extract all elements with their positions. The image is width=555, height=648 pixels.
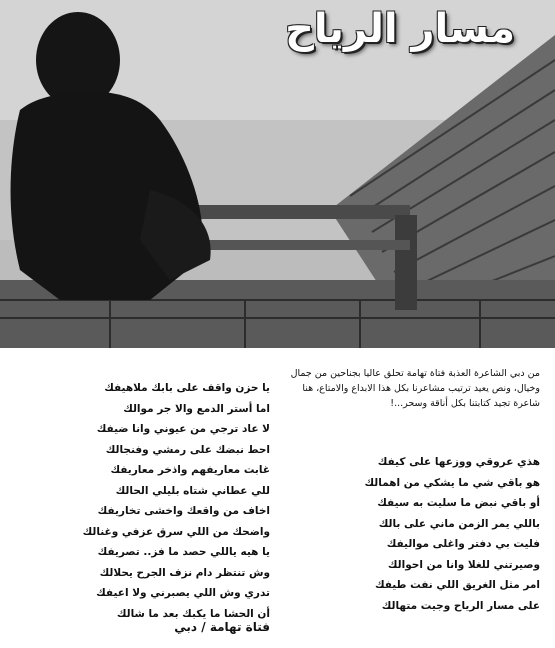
poem-verse: وصيرتني للغلا وانا من احوالك xyxy=(387,558,540,571)
poem-column-right xyxy=(300,452,540,616)
poem-column-left xyxy=(20,378,270,624)
poem-verse: على مسار الرياح وجيت متهالك xyxy=(381,599,540,612)
poem-verse: أن الحشا ما يكبك بعد ما شالك xyxy=(116,607,270,620)
poem-verse: باللي يمر الزمن ماني على بالك xyxy=(378,517,540,530)
poem-verse: اخاف من واقعك واخشى تخاريفك xyxy=(97,505,270,517)
poem-verse: هو باقي شي ما يشكي من اهمالك xyxy=(364,476,540,489)
poem-verse: يا هيه ياللي حصد ما فز.. تصريفك xyxy=(97,546,270,558)
poem-verse: تدري وش اللي يصبرني ولا اعيفك xyxy=(96,587,270,599)
poem-verse: اما أستر الدمع والا جر موالك xyxy=(123,402,270,415)
poem-verse: امر مثل الغريق اللي نفت طيفك xyxy=(374,579,540,591)
poem-verse: أو باقي نبض ما سليت به سيفك xyxy=(377,497,540,509)
poem-verse: غابت معاريفهم واذخر معاريفك xyxy=(110,464,270,476)
article-title: مسار الرياح xyxy=(285,6,515,52)
poem-verse: لا عاد ترجي من عيوني وانا ضيفك xyxy=(96,423,270,435)
poem-verse: فليت بي دفتر واغلى مواليفك xyxy=(386,538,540,550)
intro-paragraph: من دبي الشاعرة العذبة فتاة تهامة تحلق عاليا بجناحين من جمال وخيال، ونص يعيد ترتيب مشاعرنا بكل هذا الابداع والامتاع، هنا شاعرة تجيد كتابتنا بكل أناقة وسحر...! xyxy=(290,368,540,409)
poet-signature: فتاة تهامة / دبي xyxy=(174,620,270,634)
poem-verse: للي عطاني شتاه بليلي الحالك xyxy=(115,484,270,497)
poem-verse: هذي عروقي ووزعها على كيفك xyxy=(377,456,540,468)
poem-verse: واضحك من اللي سرق عزفي وغنالك xyxy=(82,525,270,538)
poem-verse: احط نبضك على رمشي وفنجالك xyxy=(105,443,270,456)
poem-verse: وش تنتظر دام نزف الجرح يحلالك xyxy=(99,566,270,579)
poem-verse: يا حزن واقف على بابك ملاهيفك xyxy=(104,382,270,394)
